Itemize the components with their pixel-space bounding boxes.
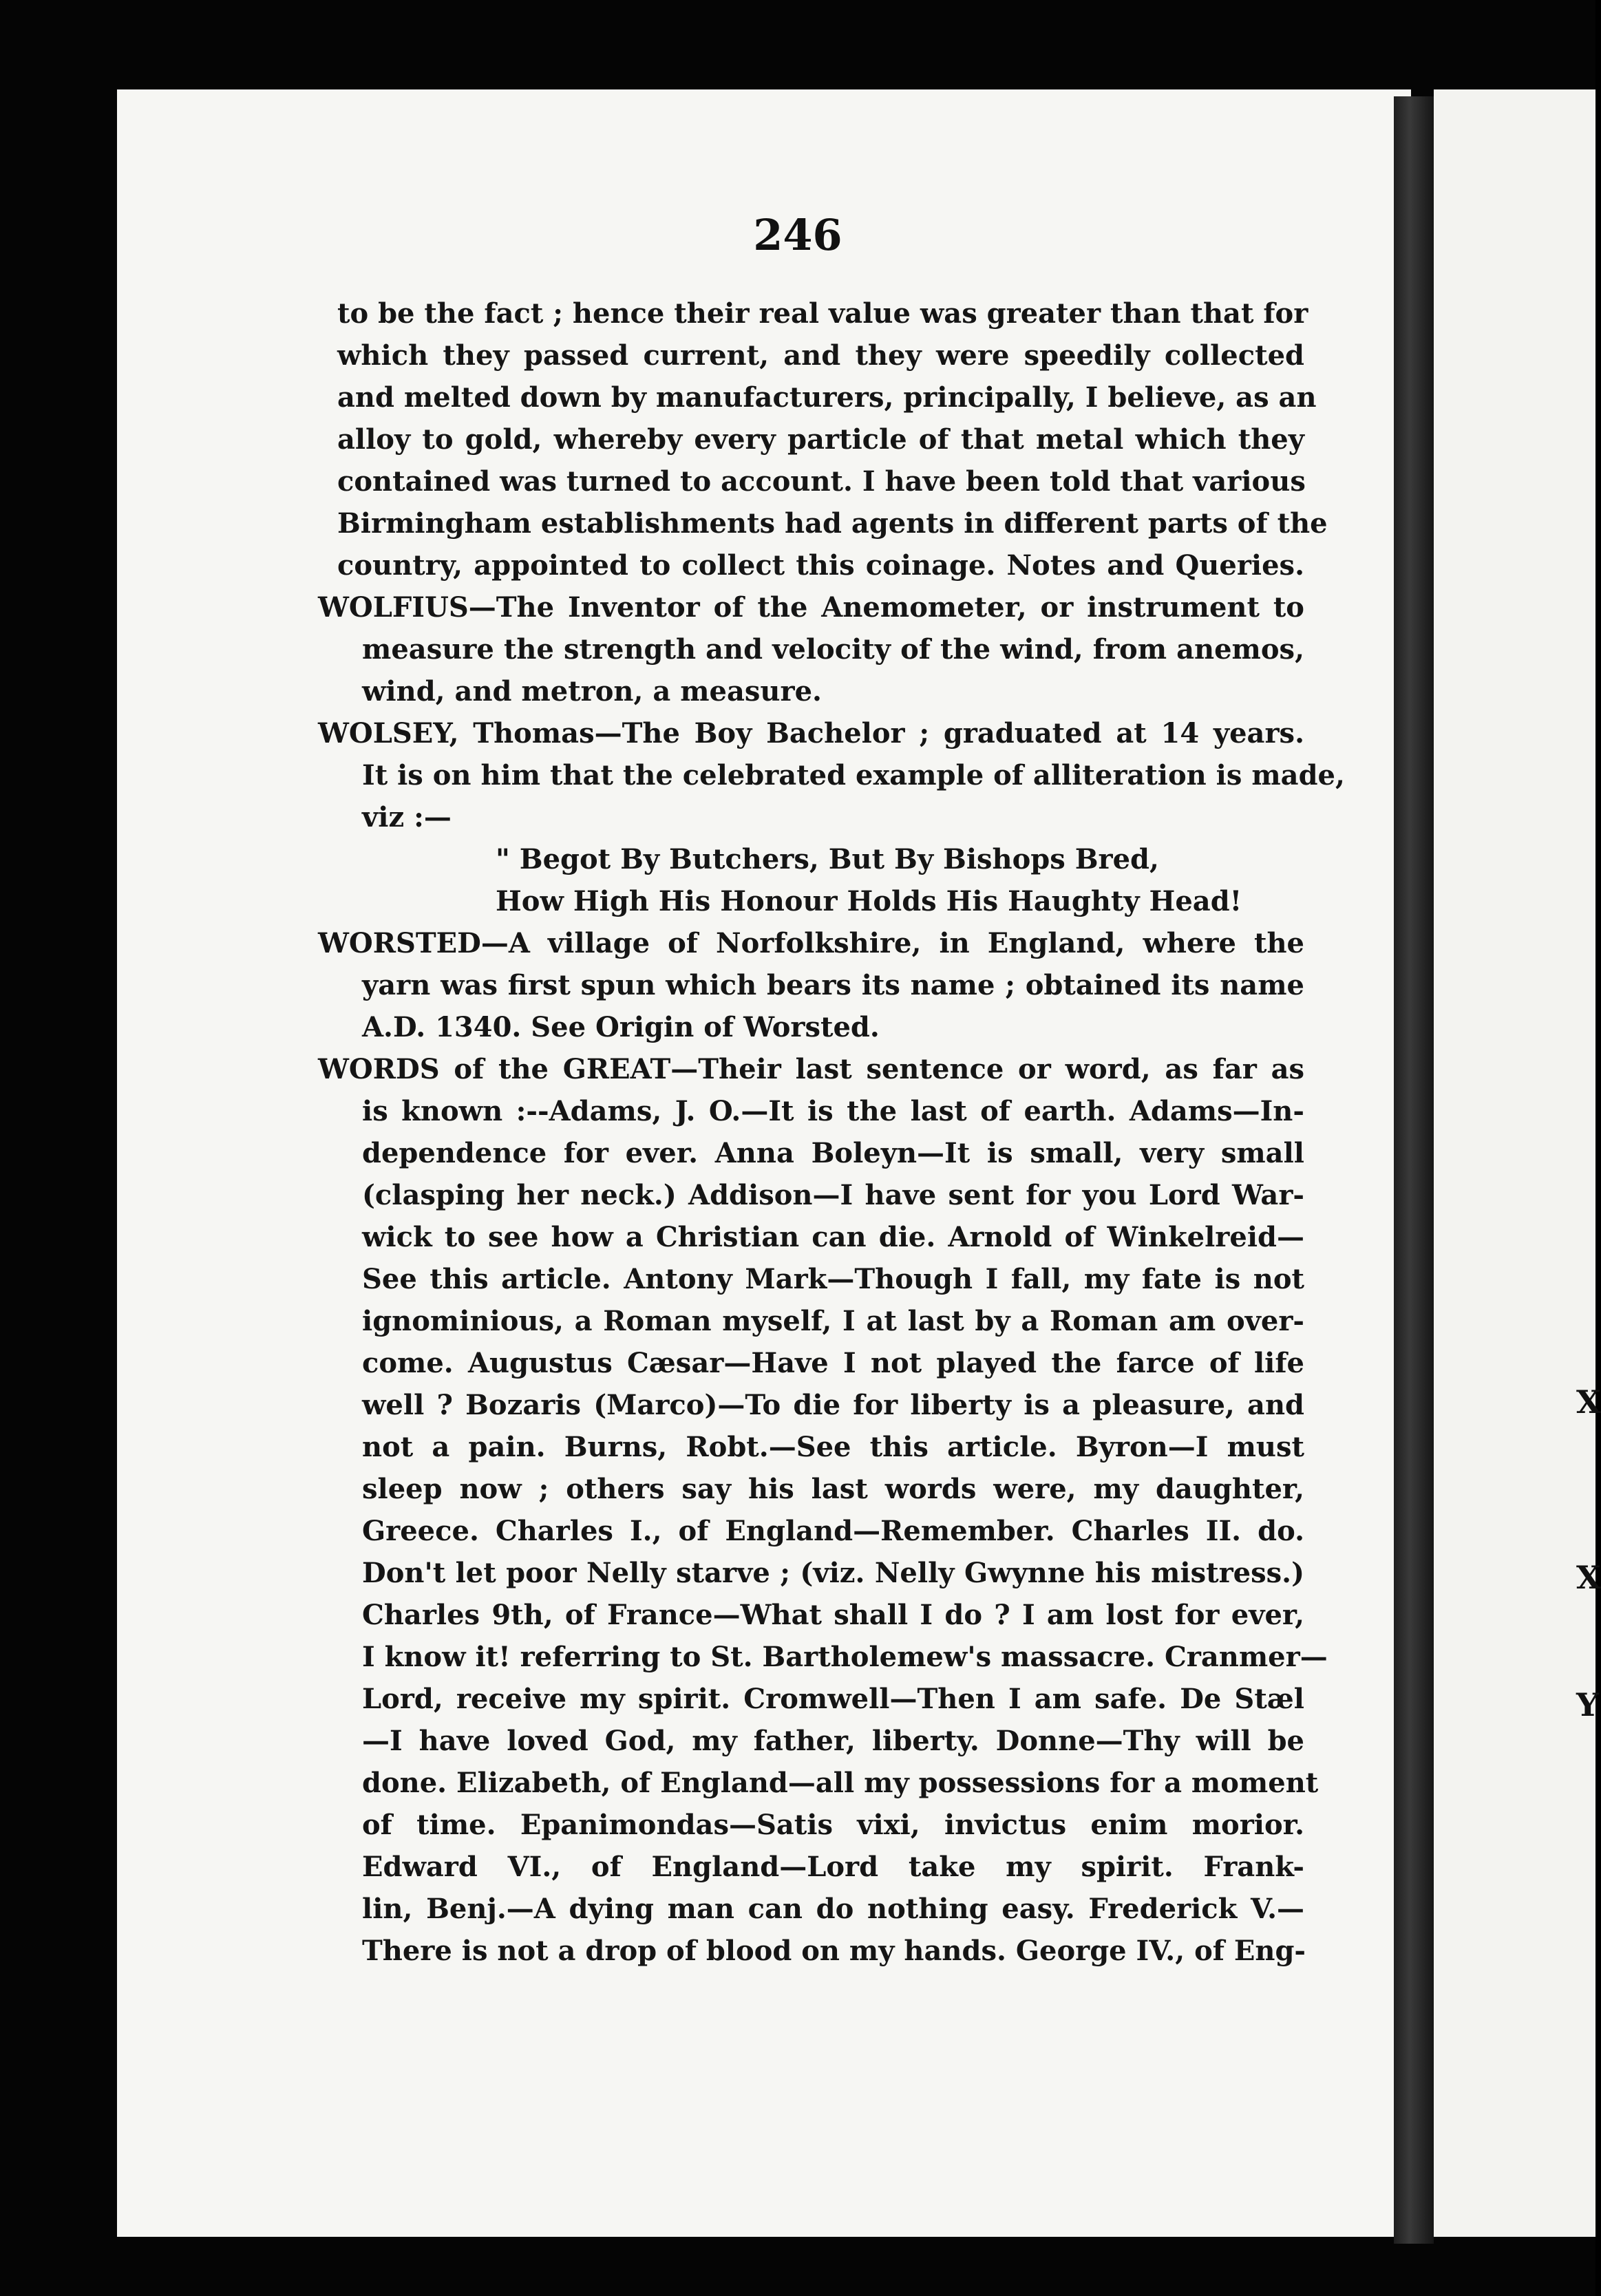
text-line: wick to see how a Christian can die. Arnold of Winkelreid—	[362, 1221, 1304, 1253]
text-line: of time. Epanimondas—Satis vixi, invictus enim morior.	[362, 1809, 1304, 1841]
page-body-text	[318, 293, 1345, 1972]
text-line: " Begot By Butchers, But By Bishops Bred,	[496, 843, 1159, 875]
text-line: Edward VI., of England—Lord take my spirit. Frank-	[362, 1851, 1304, 1883]
text-line: I know it! referring to St. Bartholemew's massacre. Cranmer—	[362, 1641, 1328, 1673]
text-line: Birmingham establishments had agents in different parts of the	[337, 507, 1328, 540]
text-line: A.D. 1340. See Origin of Worsted.	[362, 1011, 880, 1043]
text-line: Greece. Charles I., of England—Remember. Charles II. do.	[362, 1515, 1304, 1547]
text-line: —I have loved God, my father, liberty. Donne—Thy will be	[362, 1725, 1304, 1757]
text-line: viz :—	[362, 801, 452, 833]
text-line: done. Elizabeth, of England—all my possessions for a moment	[362, 1767, 1319, 1799]
text-line: ignominious, a Roman myself, I at last by a Roman am over-	[362, 1305, 1304, 1337]
text-line: sleep now ; others say his last words were, my daughter,	[362, 1473, 1304, 1505]
right-page-edge-letter: X	[1576, 1559, 1601, 1596]
text-line: It is on him that the celebrated example of alliteration is made,	[362, 759, 1345, 791]
page-number: 246	[753, 210, 842, 260]
right-page-fragment	[1434, 89, 1595, 2237]
text-line: wind, and metron, a measure.	[362, 675, 822, 708]
text-line: yarn was first spun which bears its name ; obtained its name	[362, 969, 1304, 1001]
entry-heading-line: WOLFIUS—The Inventor of the Anemometer, or instrument to	[318, 591, 1304, 624]
text-line: which they passed current, and they were speedily collected	[337, 339, 1304, 372]
text-line: not a pain. Burns, Robt.—See this article. Byron—I must	[362, 1431, 1304, 1463]
text-line: and melted down by manufacturers, principally, I believe, as an	[337, 381, 1317, 414]
text-line: How High His Honour Holds His Haughty Head!	[496, 885, 1242, 917]
entry-heading-line: WORSTED—A village of Norfolkshire, in England, where the	[318, 927, 1304, 959]
text-line: well ? Bozaris (Marco)—To die for liberty is a pleasure, and	[362, 1389, 1304, 1421]
text-line: See this article. Antony Mark—Though I fall, my fate is not	[362, 1263, 1304, 1295]
book-spine	[1394, 96, 1434, 2244]
text-line: Lord, receive my spirit. Cromwell—Then I am safe. De Stæl	[362, 1683, 1304, 1715]
text-line: come. Augustus Cæsar—Have I not played the farce of life	[362, 1347, 1304, 1379]
entry-heading-line: WORDS of the GREAT—Their last sentence or word, as far as	[318, 1053, 1304, 1085]
text-line: There is not a drop of blood on my hands. George IV., of Eng-	[362, 1935, 1306, 1967]
text-line: Don't let poor Nelly starve ; (viz. Nelly Gwynne his mistress.)	[362, 1557, 1304, 1589]
text-line: contained was turned to account. I have been told that various	[337, 465, 1306, 498]
text-line: is known :--Adams, J. O.—It is the last of earth. Adams—In-	[362, 1095, 1304, 1127]
text-line: alloy to gold, whereby every particle of that metal which they	[337, 423, 1304, 456]
text-line: dependence for ever. Anna Boleyn—It is small, very small	[362, 1137, 1304, 1169]
right-page-edge-letter: X	[1576, 1383, 1601, 1421]
text-line: Charles 9th, of France—What shall I do ? I am lost for ever,	[362, 1599, 1304, 1631]
text-line: measure the strength and velocity of the wind, from anemos,	[362, 633, 1304, 666]
entry-heading-line: WOLSEY, Thomas—The Boy Bachelor ; graduated at 14 years.	[318, 717, 1304, 750]
right-page-edge-letter: Y	[1576, 1686, 1599, 1723]
text-line: country, appointed to collect this coinage. Notes and Queries.	[337, 549, 1304, 582]
text-line: (clasping her neck.) Addison—I have sent for you Lord War-	[362, 1179, 1304, 1211]
text-line: to be the fact ; hence their real value was greater than that for	[337, 297, 1308, 330]
text-line: lin, Benj.—A dying man can do nothing easy. Frederick V.—	[362, 1893, 1304, 1925]
